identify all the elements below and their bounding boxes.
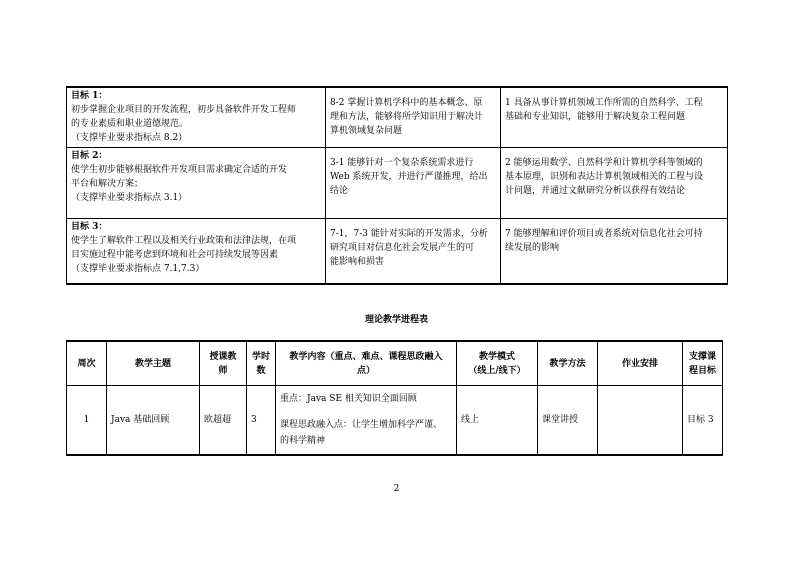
indicator-text-line: 3-1 能够针对一个复杂系统需求进行 (330, 157, 474, 168)
cell-mode: 线上 (457, 386, 538, 456)
indicator-cell (326, 147, 501, 218)
objective-support-line: （支撑毕业要求指标点 8.2） (71, 133, 188, 143)
objective-text-line: 初步掌握企业项目的开发流程，初步具备软件开发工程师 (71, 105, 297, 115)
requirement-text-line: 续发展的影响 (505, 242, 560, 253)
requirement-text-line: 计问题，并通过文献研究分析以获得有效结论 (505, 185, 686, 196)
header-teacher: 授课教 师 (200, 341, 247, 386)
requirement-cell (501, 147, 728, 218)
indicator-text-line: 研究项目对信息化社会发展产生的可 (330, 242, 475, 253)
header-mode: 教学模式 （线上/线下） (457, 341, 538, 386)
objective-title: 目标 3： (71, 221, 108, 232)
objective-support-line: （支撑毕业要求指标点 7.1,7.3） (71, 263, 205, 274)
objective-row (67, 218, 728, 284)
requirement-text-line: 基本原理，识别和表达计算机领域相关的工程与设 (505, 171, 704, 182)
schedule-title: 理论教学进程表 (364, 315, 428, 325)
indicator-text-line: 8-2 掌握计算机学科中的基本概念、原 (330, 98, 483, 108)
header-content: 教学内容（重点、难点、课程思政融入 点） (276, 341, 457, 386)
objective-title: 目标 2： (71, 150, 108, 161)
objective-text-line: 目实施过程中能考虑到环境和社会可持续发展等因素 (71, 249, 279, 260)
indicator-text-line: Web 系统开发，并进行严谨推理，给出 (330, 171, 488, 182)
content-key-point: 重点：Java SE 相关知识全面回顾 (280, 394, 417, 404)
cell-method: 课堂讲授 (538, 386, 598, 456)
objective-text-line: 使学生初步能够根据软件开发项目需求确定合适的开发 (71, 164, 288, 175)
objective-row (67, 147, 728, 218)
objective-row (67, 87, 728, 147)
cell-topic: Java 基础回顾 (107, 386, 200, 456)
header-method: 教学方法 (538, 341, 598, 386)
cell-content (276, 386, 457, 456)
indicator-cell (326, 87, 501, 147)
indicator-text-line: 结论 (330, 185, 349, 196)
objective-support-line: （支撑毕业要求指标点 3.1） (71, 192, 188, 203)
indicator-text-line: 能影响和损害 (330, 256, 385, 267)
indicator-text-line: 7-1，7-3 能针对实际的开发需求，分析 (330, 228, 488, 239)
header-topic: 教学主题 (107, 341, 200, 386)
objective-text-line: 使学生了解软件工程以及相关行业政策和法律法规，在项 (71, 235, 297, 246)
cell-hours: 3 (247, 386, 276, 456)
requirement-cell (501, 218, 728, 284)
requirement-text-line: 1 具备从事计算机领域工作所需的自然科学、工程 (505, 98, 703, 108)
course-objectives-table (66, 86, 728, 285)
objective-title: 目标 1： (71, 91, 108, 101)
indicator-text-line: 理和方法，能够将所学知识用于解决计 (330, 112, 484, 122)
cell-teacher: 欧超超 (200, 386, 247, 456)
content-ideology-line: 课程思政融入点：让学生增加科学严谨、 (280, 420, 443, 430)
requirement-text-line: 7 能够理解和评价项目或者系统对信息化社会可持 (505, 228, 703, 239)
objective-text-line: 的专业素质和职业道德规范。 (71, 119, 189, 129)
objective-cell (67, 218, 326, 284)
objective-cell (67, 147, 326, 218)
table-row (67, 386, 723, 456)
header-goal: 支撑课 程目标 (683, 341, 723, 386)
cell-homework (598, 386, 683, 456)
content-ideology-line: 的科学精神 (280, 436, 326, 446)
teaching-schedule-table (66, 340, 723, 456)
requirement-text-line: 2 能够运用数学、自然科学和计算机学科等领域的 (505, 157, 703, 168)
header-homework: 作业安排 (598, 341, 683, 386)
indicator-text-line: 算机领域复杂问题 (330, 126, 403, 136)
cell-goal: 目标 3 (683, 386, 723, 456)
requirement-text-line: 基础和专业知识，能够用于解决复杂工程问题 (505, 112, 686, 122)
objective-cell (67, 87, 326, 147)
cell-week: 1 (67, 386, 107, 456)
indicator-cell (326, 218, 501, 284)
header-week: 周次 (67, 341, 107, 386)
header-hours: 学时 数 (247, 341, 276, 386)
requirement-cell (501, 87, 728, 147)
schedule-header-row (67, 341, 723, 386)
objective-text-line: 平台和解决方案； (71, 178, 144, 189)
page-number: 2 (393, 484, 400, 494)
